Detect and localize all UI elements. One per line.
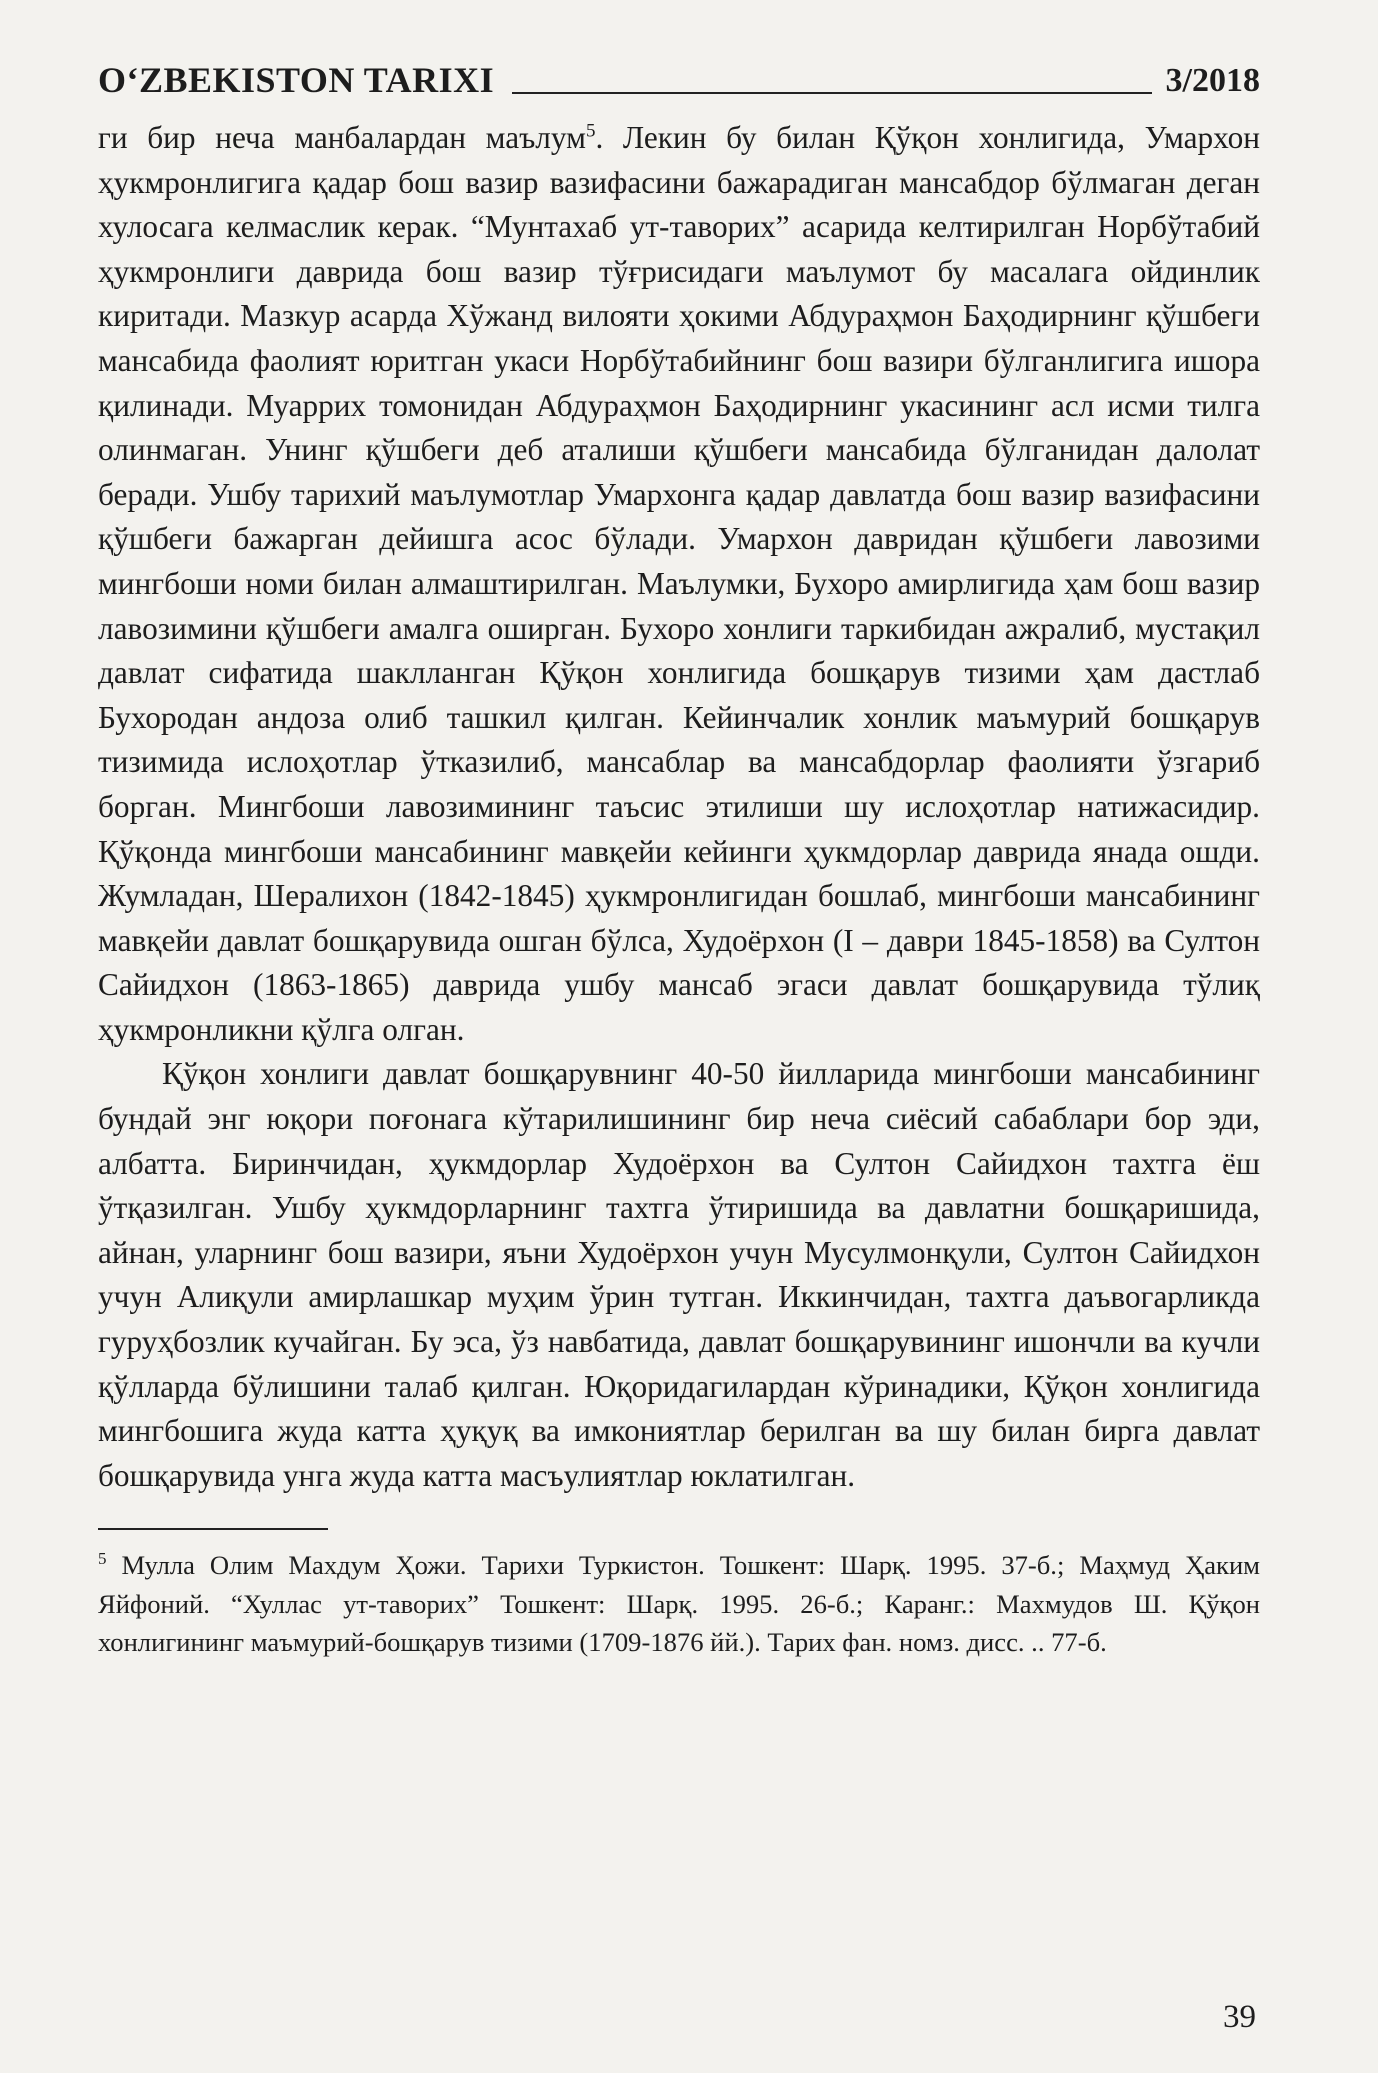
article-body (98, 116, 1260, 1498)
paragraph-text: . Лекин бу билан Қўқон хонлигида, Умархон ҳукмронлигига қадар бош вазир вазифасини бажарадиган мансабдор бўлмаган деган хулосага келмаслик керак. “Мунтахаб ут-таворих” асарида келтирилган Норбўтабий ҳукмронлиги даврида бош вазир тўғрисидаги маълумот бу масалага ойдинлик киритади. Мазкур асарда Хўжанд вилояти ҳокими Абдураҳмон Баҳодирнинг қўшбеги мансабида фаолият юритган укаси Норбўтабийнинг бош вазири бўлганлигига ишора қилинади. Муаррих томонидан Абдураҳмон Баҳодирнинг укасининг асл исми тилга олинмаган. Унинг қўшбеги деб аталиши қўшбеги мансабида бўлганидан далолат беради. Ушбу тарихий маълумотлар Умархонга қадар давлатда бош вазир вазифасини қўшбеги бажарган дейишга асос бўлади. Умархон давридан қўшбеги лавозими мингбоши номи билан алмаштирилган. Маълумки, Бухоро амирлигида ҳам бош вазир лавозимини қўшбеги амалга оширган. Бухоро хонлиги таркибидан ажралиб, мустақил давлат сифатида шаклланган Қўқон хонлигида бошқарув тизими ҳам дастлаб Бухородан андоза олиб ташкил қилган. Кейинчалик хонлик маъмурий бошқарув тизимида ислоҳотлар ўтказилиб, мансаблар ва мансабдорлар фаолияти ўзгариб борган. Мингбоши лавозимининг таъсис этилиши шу ислоҳотлар натижасидир. Қўқонда мингбоши мансабининг мавқейи кейинги ҳукмдорлар даврида янада ошди. Жумладан, Шералихон (1842-1845) ҳукмронлигидан бошлаб, мингбоши мансабининг мавқейи давлат бошқарувида ошган бўлса, Худоёрхон (I – даври 1845-1858) ва Султон Сайидхон (1863-1865) даврида ушбу мансаб эгаси давлат бошқарувида тўлиқ ҳукмронликни қўлга олган. (98, 120, 1260, 1047)
header-rule (512, 92, 1151, 94)
journal-title: O‘ZBEKISTON TARIXI (98, 60, 495, 100)
footnote-separator (98, 1528, 328, 1530)
issue-number: 3/2018 (1165, 62, 1260, 99)
paragraph-text: ги бир неча манбалардан маълум (98, 120, 586, 155)
page-number: 39 (1223, 1999, 1256, 2035)
footnote (98, 1546, 1260, 1662)
footnote-number: 5 (98, 1549, 107, 1569)
journal-page (98, 46, 1260, 2036)
paragraph (98, 116, 1260, 1052)
paragraph: Қўқон хонлиги давлат бошқарувнинг 40-50 йилларида мингбоши мансабининг бундай энг юқори поғонага кўтарилишининг бир неча сиёсий сабаблари бор эди, албатта. Биринчидан, ҳукмдорлар Худоёрхон ва Султон Сайидхон тахтга ёш ўтқазилган. Ушбу ҳукмдорларнинг тахтга ўтиришида ва давлатни бошқаришида, айнан, уларнинг бош вазири, яъни Худоёрхон учун Мусулмонқули, Султон Сайидхон учун Алиқули амирлашкар муҳим ўрин тутган. Иккинчидан, тахтга даъвогарликда гуруҳбозлик кучайган. Бу эса, ўз навбатида, давлат бошқарувининг ишончли ва кучли қўлларда бўлишини талаб қилган. Юқоридагилардан кўринадики, Қўқон хонлигида мингбошига жуда катта ҳуқуқ ва имкониятлар берилган ва шу билан бирга давлат бошқарувида унга жуда катта масъулиятлар юклатилган. (98, 1056, 1260, 1493)
footnote-text: Мулла Олим Махдум Ҳожи. Тарихи Туркистон. Тошкент: Шарқ. 1995. 37-б.; Маҳмуд Ҳаким Яйфоний. “Хуллас ут-таворих” Тошкент: Шарқ. 1995. 26-б.; Каранг.: Махмудов Ш. Қўқон хонлигининг маъмурий-бошқарув тизими (1709-1876 йй.). Тарих фан. номз. дисс. .. 77-б. (98, 1550, 1260, 1658)
running-header (98, 46, 1260, 98)
footnote-reference: 5 (585, 120, 596, 142)
